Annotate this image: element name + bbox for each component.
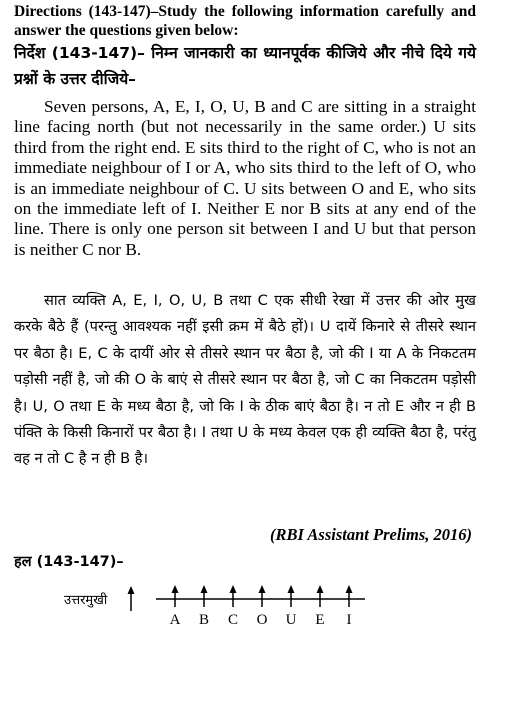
person-a bbox=[170, 585, 181, 628]
arrowhead-icon bbox=[317, 585, 324, 593]
arrowhead-icon bbox=[172, 585, 179, 593]
person-label: E bbox=[315, 612, 325, 628]
arrowhead-icon bbox=[259, 585, 266, 593]
facing-arrow-icon bbox=[128, 586, 135, 611]
solution-title: हल (143-147)– bbox=[14, 554, 124, 570]
facing-north-label: उत्तरमुखी bbox=[64, 593, 108, 608]
person-label: A bbox=[169, 612, 181, 628]
person-label: B bbox=[198, 612, 210, 628]
arrowhead-icon bbox=[201, 585, 208, 593]
person-u bbox=[286, 585, 297, 628]
person-label: U bbox=[285, 612, 297, 628]
person-i bbox=[346, 585, 353, 628]
directions-english: Directions (143-147)–Study the following information carefully and answer the questions given below: bbox=[14, 3, 476, 39]
person-b bbox=[199, 585, 209, 628]
person-o bbox=[257, 585, 268, 628]
source-citation: (RBI Assistant Prelims, 2016) bbox=[269, 525, 472, 544]
passage-hindi: सात व्यक्ति A, E, I, O, U, B तथा C एक सीधी रेखा में उत्तर की ओर मुख करके बैठे हैं (परन्तु आवश्यक नहीं इसी क्रम में बैठे हों)। U दायें किनारे से तीसरे स्थान पर बैठा है। E, C के दायीं ओर से तीसरे स्थान पर बैठा है, जो की I या A के निकटतम पड़ोसी नहीं है, जो की O के बाएं से तीसरे स्थान पर बैठा है, जो C का निकटतम पड़ोसी है। U, O तथा E के मध्य बैठा है, जो कि I के ठीक बाएं बैठा है। न तो E और न ही B पंक्ति के किसी किनारों पर बैठा है। I तथा U के मध्य केवल एक ही व्यक्ति बैठा है, परंतु वह न तो C है न ही B है। bbox=[14, 292, 476, 468]
person-label: O bbox=[256, 612, 268, 628]
person-label: C bbox=[227, 612, 239, 628]
directions-hindi: निर्देश (143-147)– निम्न जानकारी का ध्यानपूर्वक कीजिये और नीचे दिये गये प्रश्नों के उत्तर दीजिये– bbox=[14, 44, 476, 88]
person-c bbox=[228, 585, 238, 628]
person-label: I bbox=[346, 612, 352, 628]
arrowhead-icon bbox=[346, 585, 353, 593]
arrowhead-icon bbox=[288, 585, 295, 593]
person-e bbox=[315, 585, 324, 628]
arrowhead-icon bbox=[230, 585, 237, 593]
passage-english: Seven persons, A, E, I, O, U, B and C are sitting in a straight line facing north (but not necessarily in the same order.) U sits third from the right end. E sits third to the right of C, who is not an immediate neighbour of I or A, who sits third to the left of O, who is an immediate neighbour of C. U sits between O and E, who sits on the immediate left of I. Neither E nor B sits at any end of the line. There is only one person sit between I and U but that person is neither C nor B. bbox=[14, 97, 476, 259]
